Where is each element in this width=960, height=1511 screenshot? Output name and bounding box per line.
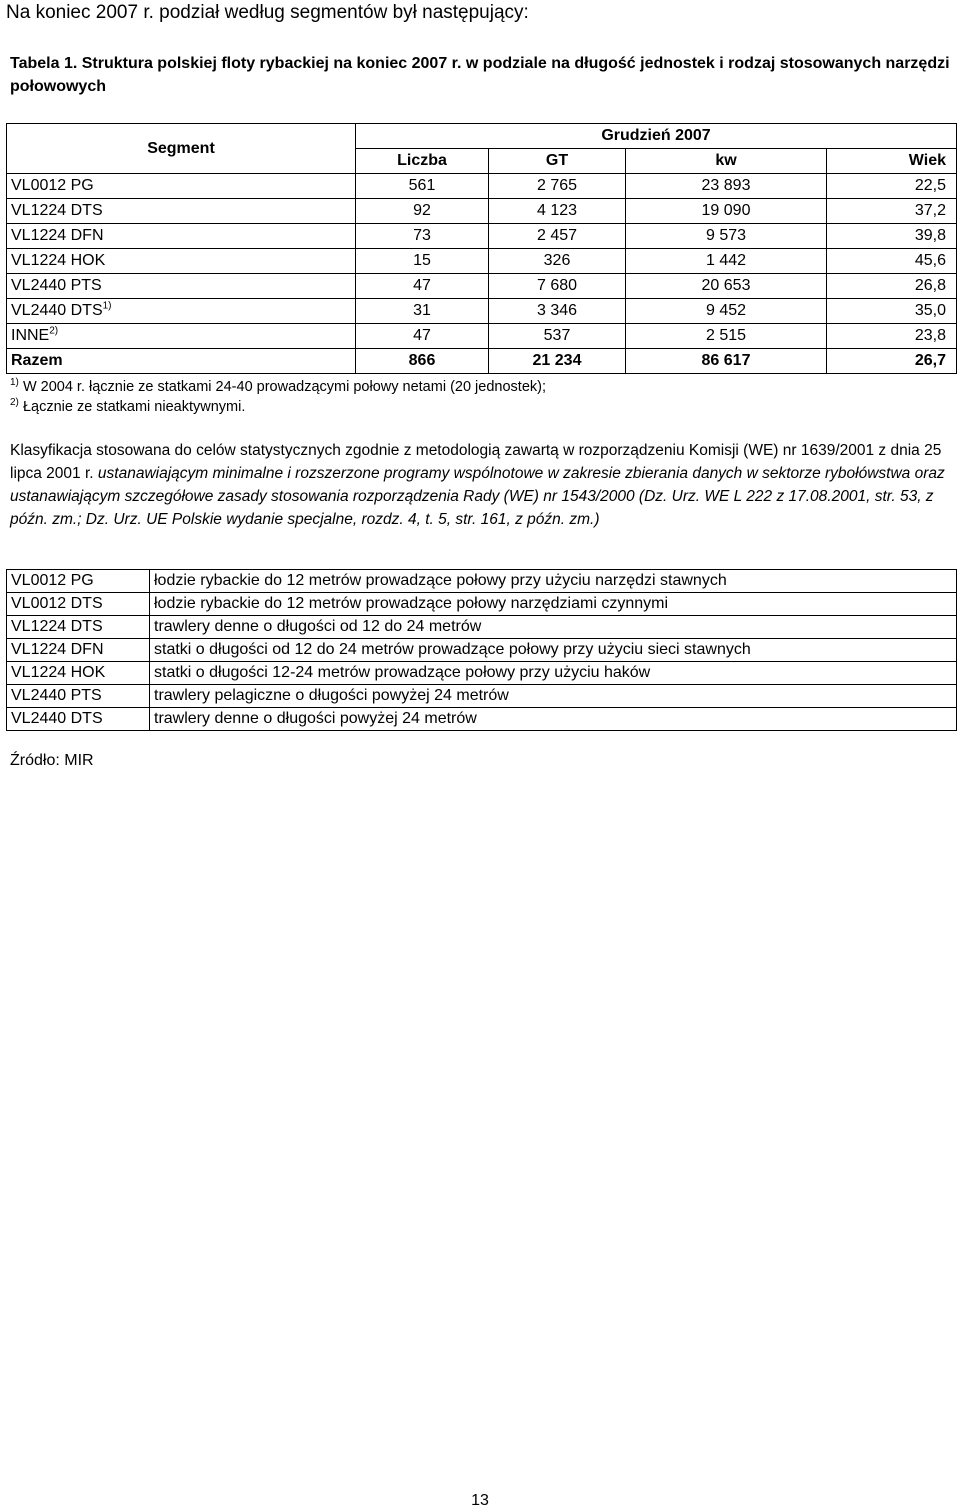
legend-desc: trawlery denne o długości od 12 do 24 metrów [150, 616, 957, 639]
kw-cell: 19 090 [626, 199, 827, 224]
segment-cell: INNE [11, 327, 50, 344]
legend-row [7, 662, 957, 685]
count-cell: 15 [356, 249, 489, 274]
total-label: Razem [7, 349, 356, 374]
legend-desc: trawlery denne o długości powyżej 24 metrów [150, 708, 957, 731]
paragraph-italic: ustanawiającym minimalne i rozszerzone programy wspólnotowe w zakresie zbierania danych w sektorze rybołówstwa oraz ustanawiającym szczegółowe zasady stosowania rozporządzenia Rady (WE) nr 1543/2000 (Dz. Urz. WE L 222 z 17.08.2001, str. 53, z późn. zm.; Dz. Urz. UE Polskie wydanie specjalne, rozdz. 4, t. 5, str. 161, z późn. zm.) [10, 465, 945, 528]
table-row [7, 199, 957, 224]
period-header: Grudzień 2007 [356, 124, 957, 149]
intro-text: Na koniec 2007 r. podział według segmentów był następujący: [6, 2, 529, 23]
age-cell: 22,5 [827, 174, 957, 199]
gt-cell: 537 [489, 324, 626, 349]
legend-desc: statki o długości od 12 do 24 metrów prowadzące połowy przy użyciu sieci stawnych [150, 639, 957, 662]
paragraph-plain: Klasyfikacja stosowana do celów statystycznych zgodnie z metodologią zawartą w rozporządzeniu Komisji (WE) nr 1639/2001 z dnia 25 lipca 2001 r. [10, 442, 942, 482]
column-header: Wiek [827, 149, 957, 174]
age-cell: 39,8 [827, 224, 957, 249]
count-cell: 561 [356, 174, 489, 199]
gt-cell: 2 457 [489, 224, 626, 249]
segment-cell: VL1224 DFN [11, 227, 104, 244]
gt-cell: 326 [489, 249, 626, 274]
segment-cell: VL2440 DTS [11, 302, 103, 319]
kw-cell: 86 617 [626, 349, 827, 374]
footnote-text: Łącznie ze statkami nieaktywnymi. [22, 399, 246, 415]
count-cell: 31 [356, 299, 489, 324]
gt-cell: 21 234 [489, 349, 626, 374]
count-cell: 92 [356, 199, 489, 224]
gt-cell: 4 123 [489, 199, 626, 224]
kw-cell: 9 573 [626, 224, 827, 249]
footnote-mark: 2) [49, 325, 59, 337]
table-row [7, 249, 957, 274]
segment-cell: VL1224 HOK [11, 252, 106, 269]
legend-row [7, 570, 957, 593]
footnote-mark: 1) [10, 377, 19, 389]
table-row [7, 324, 957, 349]
kw-cell: 9 452 [626, 299, 827, 324]
legend-code: VL1224 HOK [7, 662, 150, 685]
gt-cell: 7 680 [489, 274, 626, 299]
age-cell: 26,7 [827, 349, 957, 374]
segment-cell: VL0012 PG [11, 177, 94, 194]
age-cell: 35,0 [827, 299, 957, 324]
gt-cell: 3 346 [489, 299, 626, 324]
count-cell: 47 [356, 324, 489, 349]
table-caption: Tabela 1. Struktura polskiej floty rybackiej na koniec 2007 r. w podziale na długość jednostek i rodzaj stosowanych narzędzi połowowych [10, 55, 950, 95]
segment-legend-table [6, 569, 957, 731]
legend-row [7, 639, 957, 662]
column-header: GT [489, 149, 626, 174]
segment-cell: VL1224 DTS [11, 202, 103, 219]
legend-code: VL1224 DFN [7, 639, 150, 662]
footnote-mark: 2) [10, 397, 19, 409]
age-cell: 23,8 [827, 324, 957, 349]
legend-code: VL0012 DTS [7, 593, 150, 616]
legend-desc: łodzie rybackie do 12 metrów prowadzące połowy przy użyciu narzędzi stawnych [150, 570, 957, 593]
source-note: Źródło: MIR [10, 752, 94, 769]
legend-desc: łodzie rybackie do 12 metrów prowadzące połowy narzędziami czynnymi [150, 593, 957, 616]
footnote-mark: 1) [102, 300, 112, 312]
count-cell: 866 [356, 349, 489, 374]
kw-cell: 2 515 [626, 324, 827, 349]
kw-cell: 1 442 [626, 249, 827, 274]
legend-code: VL0012 PG [7, 570, 150, 593]
kw-cell: 23 893 [626, 174, 827, 199]
segment-cell: VL2440 PTS [11, 277, 102, 294]
legend-code: VL2440 PTS [7, 685, 150, 708]
legend-row [7, 616, 957, 639]
gt-cell: 2 765 [489, 174, 626, 199]
table-row [7, 299, 957, 324]
legend-row [7, 708, 957, 731]
age-cell: 45,6 [827, 249, 957, 274]
kw-cell: 20 653 [626, 274, 827, 299]
legend-row [7, 685, 957, 708]
total-row [7, 349, 957, 374]
page-number: 13 [471, 1492, 489, 1509]
legend-row [7, 593, 957, 616]
legend-code: VL1224 DTS [7, 616, 150, 639]
table-row [7, 174, 957, 199]
footnote [10, 379, 546, 395]
legend-desc: statki o długości 12-24 metrów prowadzące połowy przy użyciu haków [150, 662, 957, 685]
table-row [7, 274, 957, 299]
table-row [7, 224, 957, 249]
column-header: kw [626, 149, 827, 174]
age-cell: 26,8 [827, 274, 957, 299]
legend-desc: trawlery pelagiczne o długości powyżej 24 metrów [150, 685, 957, 708]
segment-header: Segment [7, 124, 356, 174]
count-cell: 47 [356, 274, 489, 299]
legend-code: VL2440 DTS [7, 708, 150, 731]
column-header: Liczba [356, 149, 489, 174]
footnote [10, 399, 245, 415]
classification-paragraph [10, 439, 950, 531]
age-cell: 37,2 [827, 199, 957, 224]
fleet-structure-table [6, 123, 957, 374]
count-cell: 73 [356, 224, 489, 249]
footnote-text: W 2004 r. łącznie ze statkami 24-40 prowadzącymi połowy netami (20 jednostek); [22, 379, 546, 395]
